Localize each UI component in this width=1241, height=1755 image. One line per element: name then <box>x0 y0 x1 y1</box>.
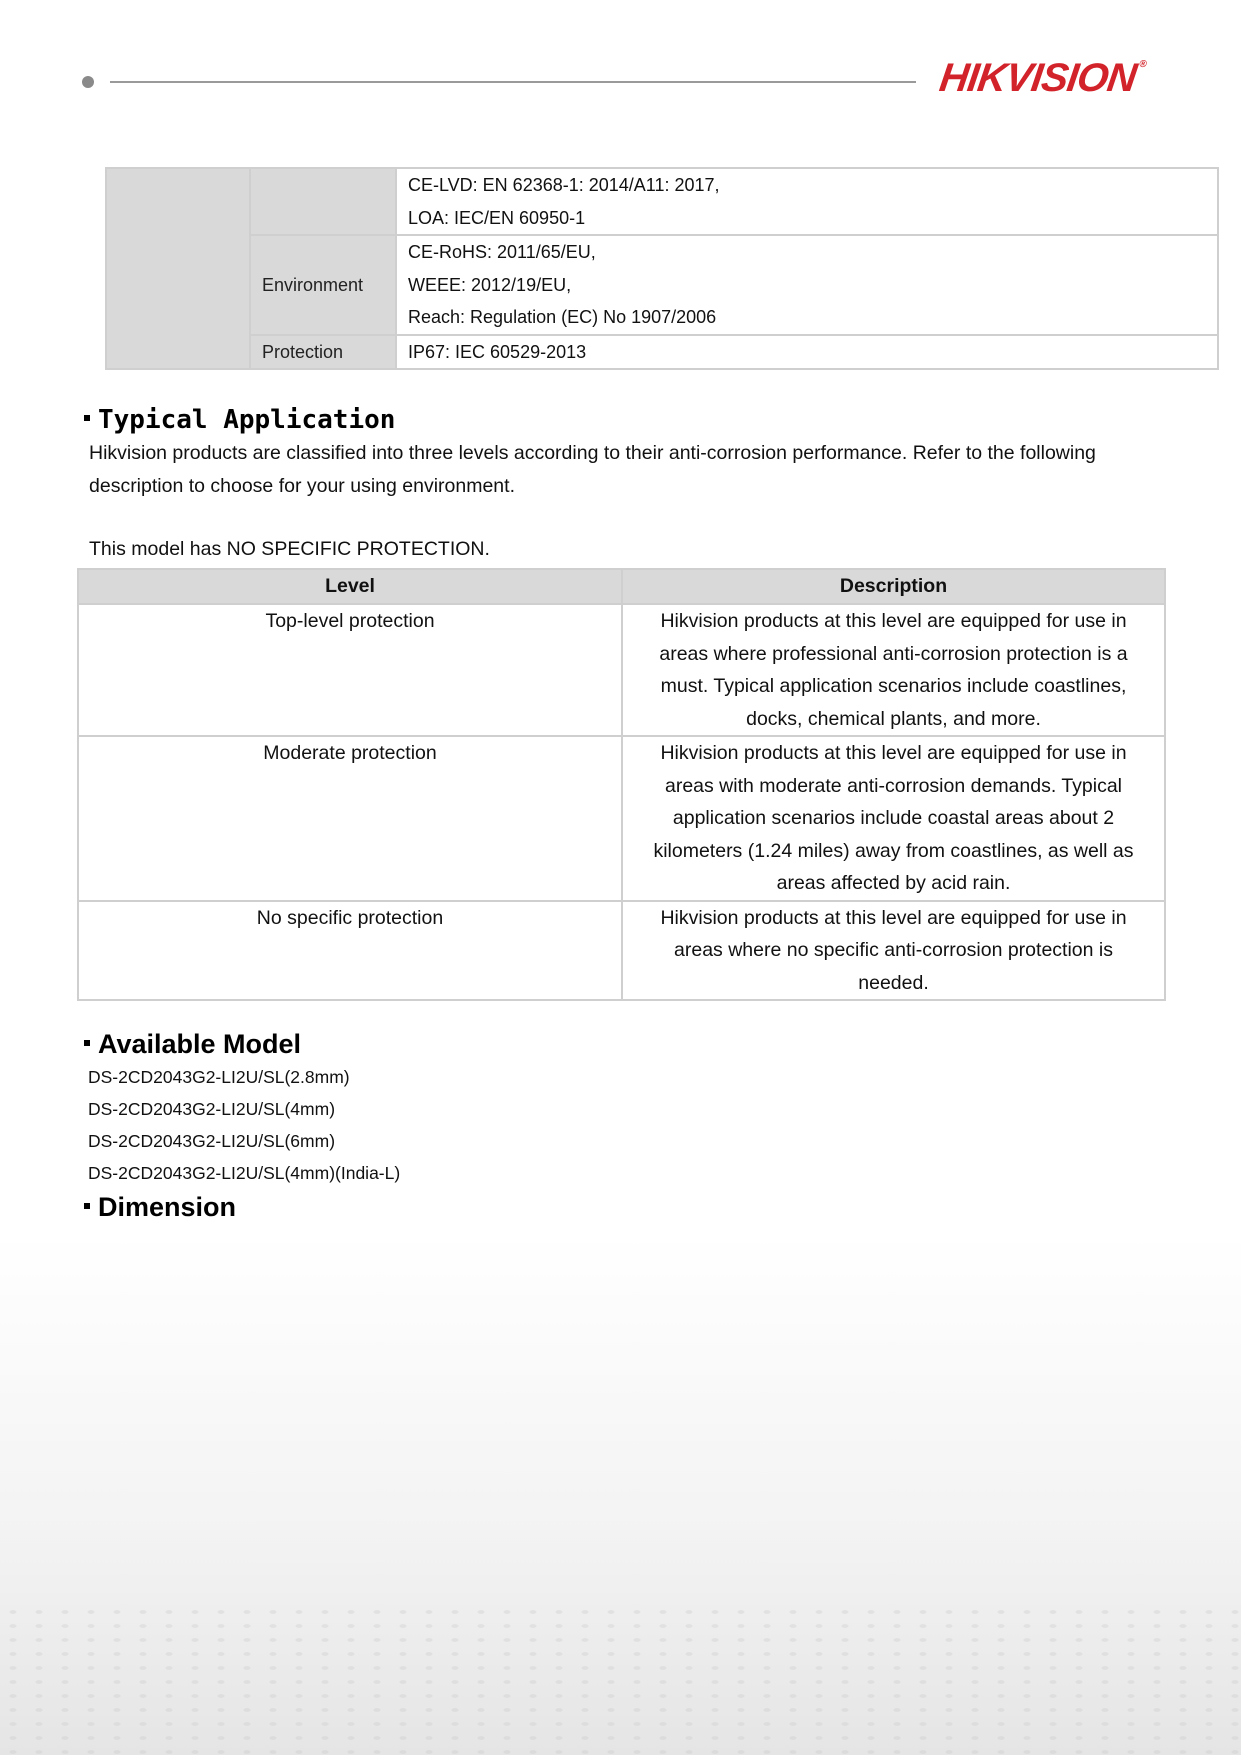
level-cell: No specific protection <box>78 901 622 1001</box>
background-dot-pattern <box>0 1605 1241 1755</box>
level-cell: Top-level protection <box>78 604 622 736</box>
value-cell <box>396 168 1218 235</box>
section-title-typical-application: Typical Application <box>84 403 395 437</box>
value-cell <box>396 335 1218 370</box>
table-row <box>78 901 1165 1001</box>
value-line: CE-LVD: EN 62368-1: 2014/A11: 2017, <box>408 175 720 195</box>
bullet-icon <box>84 415 90 421</box>
intro-paragraph: Hikvision products are classified into three levels according to their anti-corrosion performance. Refer to the following description to choose for your using environment. <box>89 442 1096 497</box>
header-rule <box>110 81 916 83</box>
bullet-icon <box>84 1040 90 1046</box>
list-item: DS-2CD2043G2-LI2U/SL(6mm) <box>88 1131 336 1151</box>
value-line: Reach: Regulation (EC) No 1907/2006 <box>408 307 717 327</box>
value-line: WEEE: 2012/19/EU, <box>408 274 572 295</box>
compliance-table <box>105 167 1219 370</box>
hikvision-logo: HIKVISION® <box>936 56 1147 100</box>
list-item: DS-2CD2043G2-LI2U/SL(4mm)(India-L) <box>88 1163 401 1183</box>
bullet-icon <box>84 1203 90 1209</box>
table-row <box>106 235 1218 335</box>
table-row <box>106 168 1218 235</box>
model-list <box>88 1061 400 1189</box>
protection-levels-table <box>77 568 1166 1001</box>
value-line: LOA: IEC/EN 60950-1 <box>408 207 586 228</box>
group-cell <box>250 168 396 235</box>
group-cell: Environment <box>250 235 396 335</box>
table-row <box>106 335 1218 370</box>
list-item: DS-2CD2043G2-LI2U/SL(4mm) <box>88 1099 336 1119</box>
column-header-level: Level <box>78 569 622 604</box>
description-cell: Hikvision products at this level are equipped for use in areas where no specific anti-corrosion protection is needed. <box>622 901 1165 1001</box>
description-cell: Hikvision products at this level are equipped for use in areas where professional anti-corrosion protection is a must. Typical application scenarios include coastlines, docks, chemical plants, and more. <box>622 604 1165 736</box>
model-protection-note: This model has NO SPECIFIC PROTECTION. <box>89 538 490 560</box>
list-item: DS-2CD2043G2-LI2U/SL(2.8mm) <box>88 1067 350 1087</box>
table-header-row <box>78 569 1165 604</box>
value-line: IP67: IEC 60529-2013 <box>408 341 587 362</box>
table-row <box>78 736 1165 901</box>
header-dot <box>82 76 94 88</box>
description-cell: Hikvision products at this level are equipped for use in areas with moderate anti-corrosion demands. Typical application scenarios include coastal areas about 2 kilometers (1.24 miles) away from coastlines, as well as areas affected by acid rain. <box>622 736 1165 901</box>
section-title-dimension: Dimension <box>84 1190 236 1224</box>
value-cell <box>396 235 1218 335</box>
section-title-available-model: Available Model <box>84 1027 301 1061</box>
group-cell: Protection <box>250 335 396 370</box>
column-header-description: Description <box>622 569 1165 604</box>
table-row <box>78 604 1165 736</box>
category-cell <box>106 168 250 369</box>
level-cell: Moderate protection <box>78 736 622 901</box>
value-line: CE-RoHS: 2011/65/EU, <box>408 242 596 262</box>
